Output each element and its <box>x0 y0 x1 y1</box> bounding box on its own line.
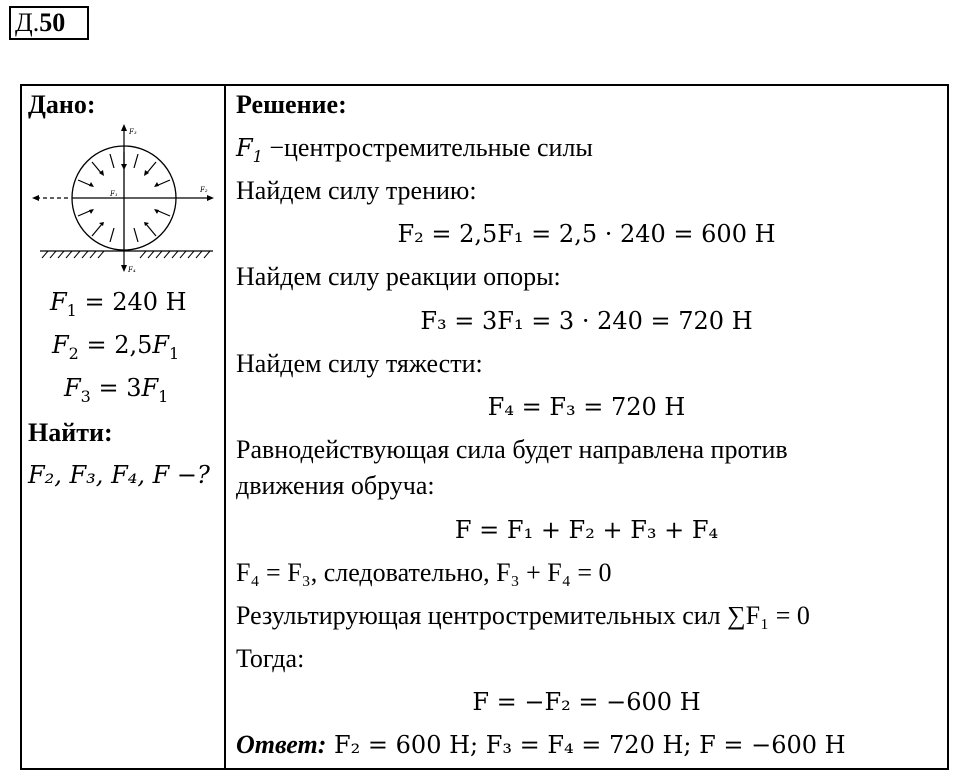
solution-line-4: Найдем силу тяжести: <box>236 349 483 378</box>
given-f1: $F_1 = 240$ Н <box>50 288 187 320</box>
solution-line-7: Результирующая центростремительных сил ∑F₁ = 0 <box>236 601 810 630</box>
equation-gravity: F₄ = F₃ = 720 Н <box>487 393 686 421</box>
equation-reaction: F₃ = 3F₁ = 3 · 240 = 720 Н <box>420 307 753 335</box>
hoop-diagram <box>28 124 218 274</box>
equation-final: F = −F₂ = −600 Н <box>472 688 701 716</box>
solution-table <box>20 84 949 770</box>
given-header: Дано: <box>28 90 96 119</box>
problem-number-badge <box>9 6 89 40</box>
svg-text:F₄: F₄ <box>128 266 136 274</box>
solution-line-3: Найдем силу реакции опоры: <box>236 262 561 291</box>
answer-text: F₂ = 600 Н; F₃ = F₄ = 720 Н; F = −600 Н <box>326 731 846 759</box>
solution-line-2: Найдем силу трению: <box>236 176 477 205</box>
given-column <box>22 86 224 768</box>
svg-text:F₃: F₃ <box>129 128 137 136</box>
answer-line <box>236 730 846 760</box>
answer-label: Ответ: <box>236 730 327 759</box>
given-f2: $F_2 = 2,5F_1$ <box>52 331 180 363</box>
equation-friction: F₂ = 2,5F₁ = 2,5 · 240 = 600 Н <box>397 220 776 248</box>
solution-line-1: $F_1$ −центростремительные силы <box>236 133 593 166</box>
solution-line-5a: Равнодействующая сила будет направлена против <box>236 435 788 464</box>
find-unknowns: F₂, F₃, F₄, F −? <box>28 461 210 489</box>
solution-line-5b: движения обруча: <box>236 471 435 500</box>
badge-prefix: Д. <box>15 8 40 37</box>
equation-resultant: F = F₁ + F₂ + F₃ + F₄ <box>454 516 719 544</box>
badge-number: 50 <box>39 8 66 37</box>
given-f3: $F_3 = 3F_1$ <box>64 374 169 406</box>
solution-line-8: Тогда: <box>236 644 305 673</box>
svg-text:F₁: F₁ <box>110 190 118 198</box>
solution-header: Решение: <box>236 90 347 119</box>
solution-column <box>226 86 947 768</box>
find-header: Найти: <box>28 418 113 447</box>
svg-text:F₂: F₂ <box>200 186 208 194</box>
solution-line-6: F₄ = F₃, следовательно, F₃ + F₄ = 0 <box>236 558 612 587</box>
